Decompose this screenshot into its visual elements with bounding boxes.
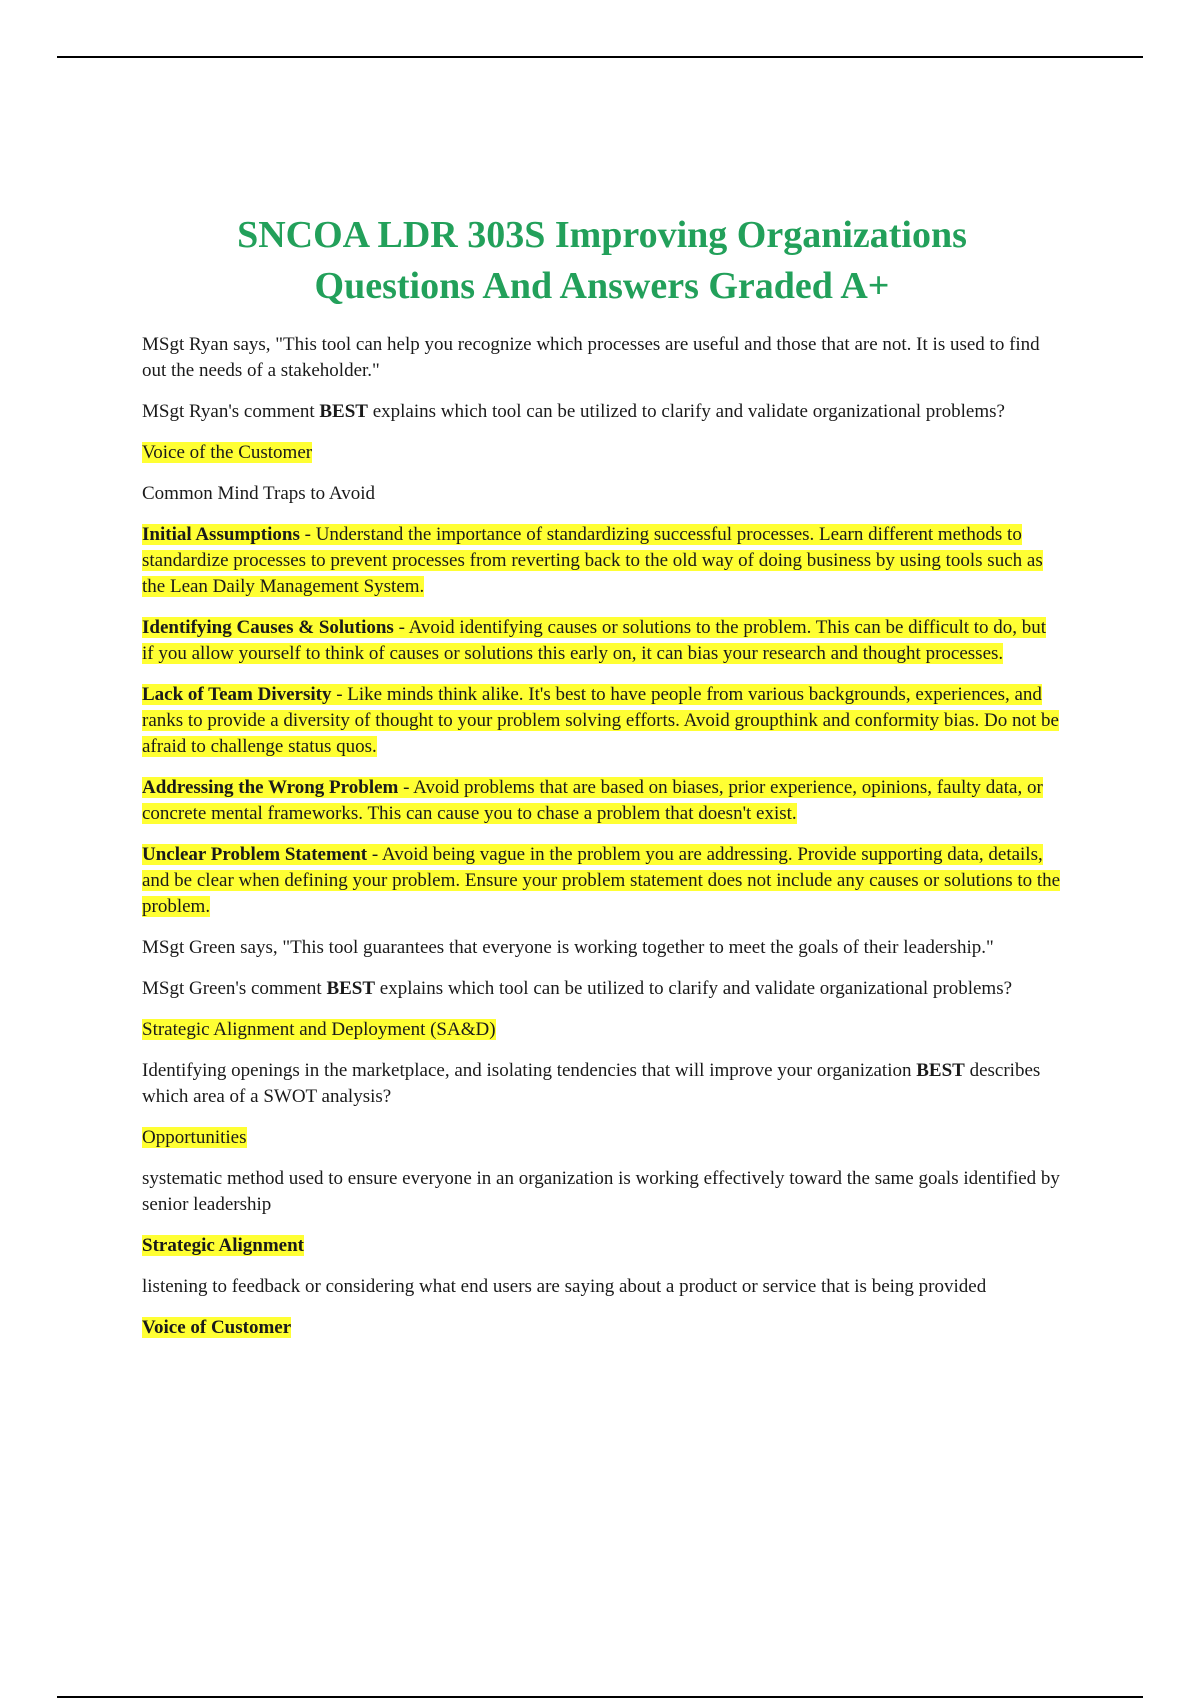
answer-sad: Strategic Alignment and Deployment (SA&D) (142, 1019, 496, 1040)
bottom-rule (57, 1696, 1143, 1698)
question-green-comment: MSgt Green's comment BEST explains which tool can be utilized to clarify and validate organizational problems? (142, 978, 1013, 999)
mind-trap-identifying-causes: Identifying Causes & Solutions - Avoid identifying causes or solutions to the problem. This can be difficult to do, but if you allow yourself to think of causes or solutions this early on, it can bias your research and thought processes. (142, 617, 1047, 664)
top-rule (57, 56, 1143, 58)
answer-opportunities: Opportunities (142, 1127, 247, 1148)
question-ryan-comment: MSgt Ryan's comment BEST explains which tool can be utilized to clarify and validate organizational problems? (142, 401, 1005, 422)
answer-strategic-alignment: Strategic Alignment (142, 1235, 305, 1256)
title-line-2: Questions And Answers Graded A+ (314, 265, 890, 307)
mind-trap-team-diversity: Lack of Team Diversity - Like minds think alike. It's best to have people from various backgrounds, experiences, and ranks to provide a diversity of thought to your problem solving efforts. Avoid groupthink and conformity bias. Do not be afraid to challenge status quos. (142, 684, 1059, 757)
document-body (142, 210, 1062, 1356)
question-swot: Identifying openings in the marketplace, and isolating tendencies that will improve your organization BEST describes which area of a SWOT analysis? (142, 1060, 1041, 1107)
title-line-1: SNCOA LDR 303S Improving Organizations (237, 214, 967, 256)
mind-trap-unclear-statement: Unclear Problem Statement - Avoid being vague in the problem you are addressing. Provide supporting data, details, and be clear when defining your problem. Ensure your problem statement does not include any causes or solutions to the problem. (142, 844, 1061, 917)
question-green-quote: MSgt Green says, "This tool guarantees that everyone is working together to meet the goals of their leadership." (142, 937, 994, 958)
mind-trap-wrong-problem: Addressing the Wrong Problem - Avoid problems that are based on biases, prior experience, opinions, faulty data, or concrete mental frameworks. This can cause you to chase a problem that doesn't exist. (142, 777, 1043, 824)
answer-voice-of-the-customer: Voice of the Customer (142, 442, 313, 463)
mind-trap-initial-assumptions: Initial Assumptions - Understand the importance of standardizing successful processes. Learn different methods to standardize processes to prevent processes from reverting back to the old way of doing business by using tools such as the Lean Daily Management System. (142, 524, 1043, 597)
document-title (142, 210, 1062, 312)
mind-traps-heading: Common Mind Traps to Avoid (142, 483, 375, 504)
answer-voice-of-customer: Voice of Customer (142, 1317, 292, 1338)
question-listening-feedback: listening to feedback or considering what end users are saying about a product or service that is being provided (142, 1276, 987, 1297)
question-ryan-quote: MSgt Ryan says, "This tool can help you recognize which processes are useful and those that are not. It is used to find out the needs of a stakeholder." (142, 334, 1040, 381)
question-systematic-method: systematic method used to ensure everyone in an organization is working effectively toward the same goals identified by senior leadership (142, 1168, 1060, 1215)
